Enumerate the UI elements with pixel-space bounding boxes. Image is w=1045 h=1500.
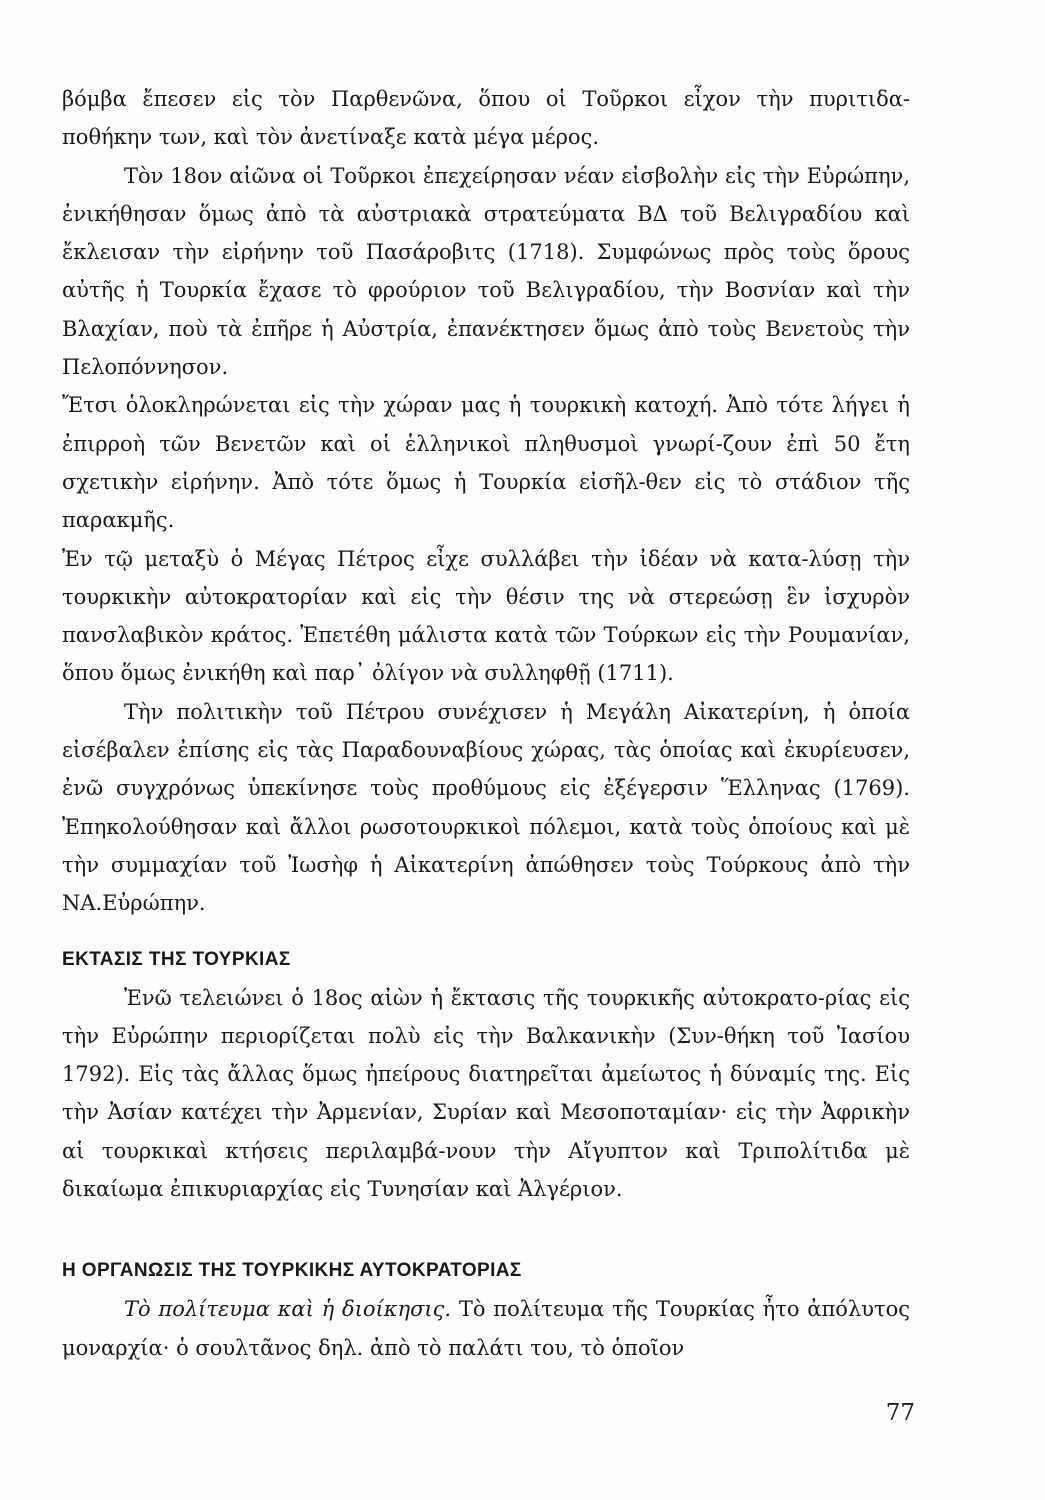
paragraph-1: βόμβα ἔπεσεν εἰς τὸν Παρθενῶνα, ὅπου οἱ Τοῦρκοι εἶχον τὴν πυριτιδα-ποθήκην των, καὶ τὸν ἀνετίναξε κατὰ μέγα μέρος.	[62, 87, 910, 150]
paragraph-2: Τὸν 18ον αἰῶνα οἱ Τοῦρκοι ἐπεχείρησαν νέαν εἰσβολὴν εἰς τὴν Εὐρώπην, ἐνικήθησαν ὅμως ἀπὸ τὰ αὐστριακὰ στρατεύματα ΒΔ τοῦ Βελιγραδίου καὶ ἔκλεισαν τὴν εἰρήνην τοῦ Πασάροβιτς (1718). Συμφώνως πρὸς τοὺς ὅρους αὐτῆς ἡ Τουρκία ἔχασε τὸ φρούριον τοῦ Βελιγραδίου, τὴν Βοσνίαν καὶ τὴν Βλαχίαν, ποὺ τὰ ἐπῆρε ἡ Αὐστρία, ἐπανέκτησεν ὅμως ἀπὸ τοὺς Βενετοὺς τὴν Πελοπόννησον.	[62, 163, 910, 380]
section-heading-organization: Η ΟΡΓΑΝΩΣΙΣ ΤΗΣ ΤΟΥΡΚΙΚΗΣ ΑΥΤΟΚΡΑΤΟΡΙΑΣ	[62, 1260, 522, 1282]
subsection-title: Τὸ πολίτευμα καὶ ἡ διοίκησις.	[124, 1297, 452, 1322]
page-body	[62, 80, 910, 1367]
section-heading-extent: ΕΚΤΑΣΙΣ ΤΗΣ ΤΟΥΡΚΙΑΣ	[62, 948, 291, 970]
paragraph-4: Ἐν τῷ μεταξὺ ὁ Μέγας Πέτρος εἶχε συλλάβει τὴν ἰδέαν νὰ κατα-λύσῃ τὴν τουρκικὴν αὐτοκρατορίαν καὶ εἰς τὴν θέσιν της νὰ στερεώσῃ ἓν ἰσχυρὸν πανσλαβικὸν κράτος. Ἐπετέθη μάλιστα κατὰ τῶν Τούρκων εἰς τὴν Ρουμανίαν, ὅπου ὅμως ἐνικήθη καὶ παρ᾽ ὀλίγον νὰ συλληφθῇ (1711).	[62, 546, 910, 686]
paragraph-6: Ἐνῶ τελειώνει ὁ 18ος αἰὼν ἡ ἔκτασις τῆς τουρκικῆς αὐτοκρατο-ρίας εἰς τὴν Εὐρώπην περιορίζεται πολὺ εἰς τὴν Βαλκανικὴν (Συν-θήκη τοῦ Ἰασίου 1792). Εἰς τὰς ἄλλας ὅμως ἠπείρους διατηρεῖται ἀμείωτος ἡ δύναμίς της. Εἰς τὴν Ἀσίαν κατέχει τὴν Ἀρμενίαν, Συρίαν καὶ Μεσοποταμίαν· εἰς τὴν Ἀφρικὴν αἱ τουρκικαὶ κτήσεις περιλαμβά-νουν τὴν Αἴγυπτον καὶ Τριπολίτιδα μὲ δικαίωμα ἐπικυριαρχίας εἰς Τυνησίαν καὶ Ἀλγέριον.	[62, 985, 910, 1202]
paragraph-7-text: Τὸ πολίτευμα τῆς Τουρκίας ἦτο ἀπόλυτος μοναρχία· ὁ σουλτᾶνος δηλ. ἀπὸ τὸ παλάτι του, τὸ ὁποῖον	[62, 1297, 911, 1360]
paragraph-7	[62, 1290, 910, 1367]
paragraph-5: Τὴν πολιτικὴν τοῦ Πέτρου συνέχισεν ἡ Μεγάλη Αἰκατερίνη, ἡ ὁποία εἰσέβαλεν ἐπίσης εἰς τὰς Παραδουναβίους χώρας, τὰς ὁποίας καὶ ἐκυρίευσεν, ἐνῶ συγχρόνως ὑπεκίνησε τοὺς προθύμους εἰς ἐξέγερσιν Ἕλληνας (1769). Ἐπηκολούθησαν καὶ ἄλλοι ρωσοτουρκικοὶ πόλεμοι, κατὰ τοὺς ὁποίους καὶ μὲ τὴν συμμαχίαν τοῦ Ἰωσὴφ ἡ Αἰκατερίνη ἀπώθησεν τοὺς Τούρκους ἀπὸ τὴν ΝΑ.Εὐρώπην.	[62, 699, 910, 916]
page-number: 77	[885, 1400, 915, 1426]
paragraph-3: Ἔτσι ὁλοκληρώνεται εἰς τὴν χώραν μας ἡ τουρκικὴ κατοχή. Ἀπὸ τότε λήγει ἡ ἐπιρροὴ τῶν Βενετῶν καὶ οἱ ἑλληνικοὶ πληθυσμοὶ γνωρί-ζουν ἐπὶ 50 ἔτη σχετικὴν εἰρήνην. Ἀπὸ τότε ὅμως ἡ Τουρκία εἰσῆλ-θεν εἰς τὸ στάδιον τῆς παρακμῆς.	[62, 393, 910, 533]
